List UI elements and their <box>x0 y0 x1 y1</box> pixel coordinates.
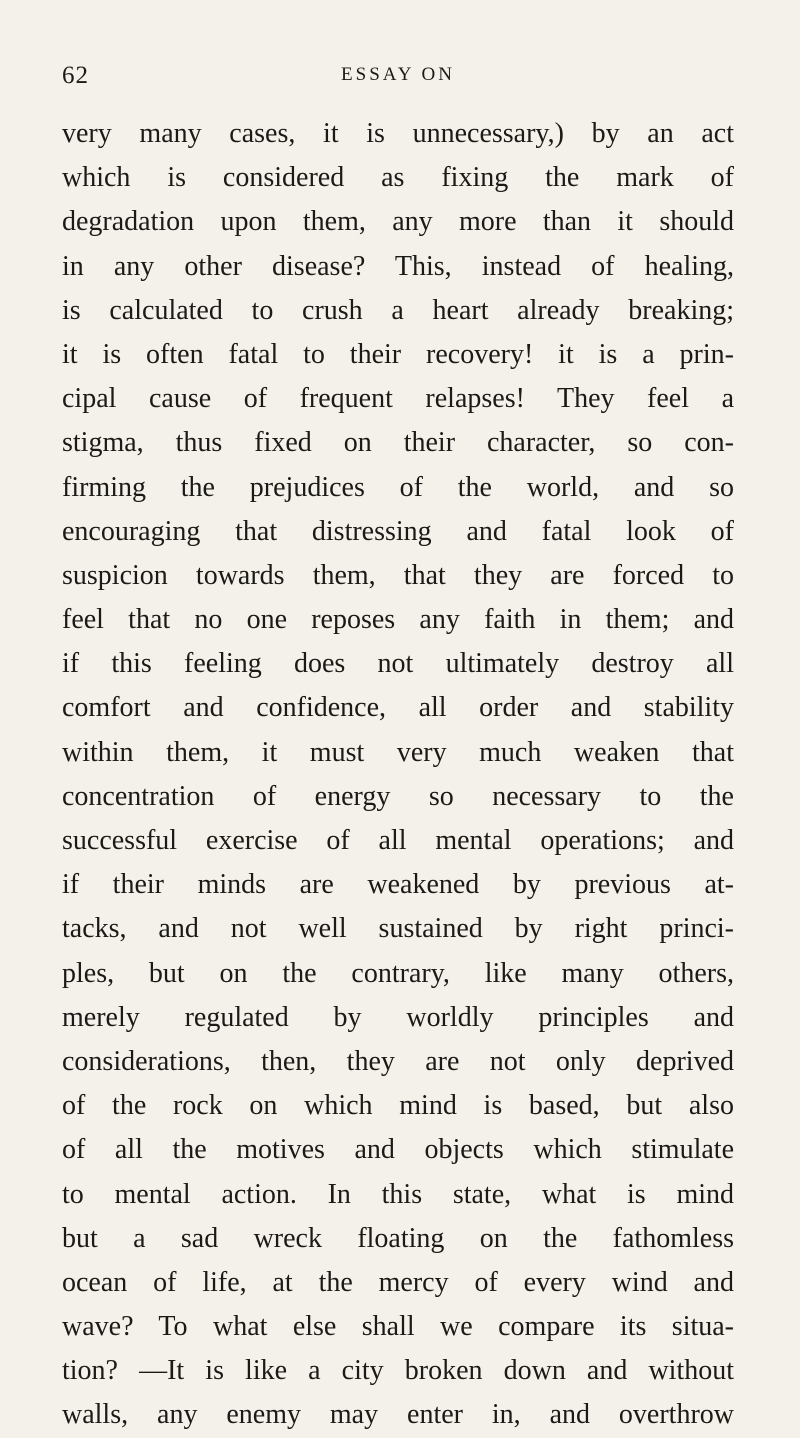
text-line: it is often fatal to their recovery! it is a prin- <box>62 338 734 370</box>
text-line: within them, it must very much weaken that <box>62 736 734 768</box>
text-line: tacks, and not well sustained by right princi- <box>62 913 734 945</box>
text-line: very many cases, it is unnecessary,) by an act <box>62 118 734 149</box>
text-line: if their minds are weakened by previous at- <box>62 869 734 901</box>
text-line: but a sad wreck floating on the fathomless <box>62 1222 734 1254</box>
page-header <box>62 62 734 96</box>
text-line: encouraging that distressing and fatal look of <box>62 515 734 547</box>
text-line: degradation upon them, any more than it should <box>62 206 734 238</box>
body-text <box>62 112 734 1438</box>
text-line: if this feeling does not ultimately destroy all <box>62 648 734 680</box>
text-line: wave? To what else shall we compare its situa- <box>62 1311 734 1343</box>
text-line: ocean of life, at the mercy of every wind and <box>62 1266 734 1298</box>
text-line: which is considered as fixing the mark of <box>62 162 734 194</box>
text-line: suspicion towards them, that they are forced to <box>62 559 734 591</box>
text-line: to mental action. In this state, what is mind <box>62 1178 734 1210</box>
text-line: cipal cause of frequent relapses! They feel a <box>62 383 734 415</box>
text-line: of all the motives and objects which stimulate <box>62 1134 734 1166</box>
running-title: ESSAY ON <box>341 64 455 85</box>
text-line: considerations, then, they are not only deprived <box>62 1045 734 1077</box>
text-line: ples, but on the contrary, like many others, <box>62 957 734 989</box>
text-line: stigma, thus fixed on their character, so con- <box>62 427 734 459</box>
text-line: concentration of energy so necessary to the <box>62 780 734 812</box>
page-number: 62 <box>62 62 89 89</box>
text-line: firming the prejudices of the world, and so <box>62 471 734 503</box>
text-line: walls, any enemy may enter in, and overthrow <box>62 1399 734 1431</box>
text-line: comfort and confidence, all order and stability <box>62 692 734 724</box>
text-line: tion? —It is like a city broken down and without <box>62 1355 734 1387</box>
text-line: is calculated to crush a heart already breaking; <box>62 294 734 326</box>
text-line: in any other disease? This, instead of healing, <box>62 250 734 282</box>
text-line: merely regulated by worldly principles and <box>62 1001 734 1033</box>
text-line: of the rock on which mind is based, but also <box>62 1090 734 1122</box>
text-line: successful exercise of all mental operations; and <box>62 825 734 856</box>
text-line: feel that no one reposes any faith in them; and <box>62 604 734 636</box>
